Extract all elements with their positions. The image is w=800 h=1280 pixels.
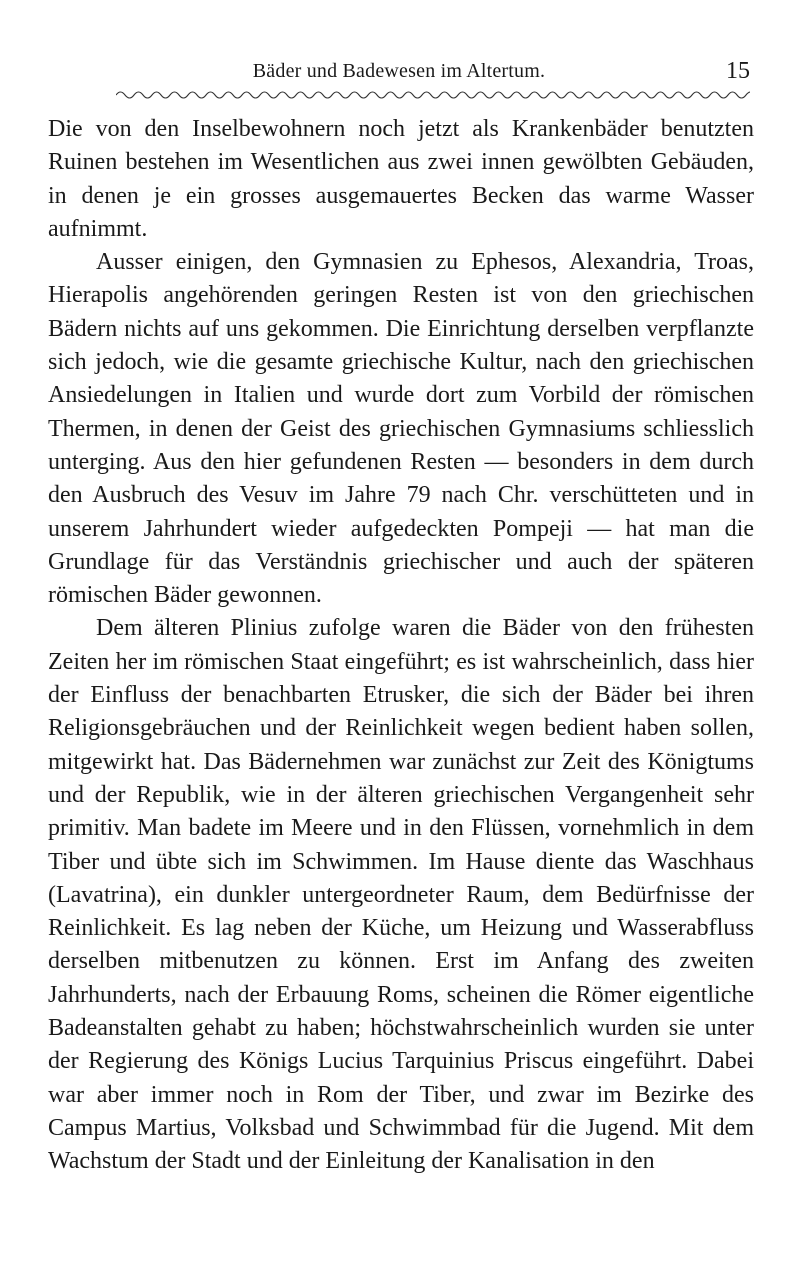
body-text: [48, 113, 754, 1179]
paragraph: Ausser einigen, den Gymnasien zu Ephesos, Alexandria, Troas, Hierapolis angehörenden geringen Resten ist von den griechischen Bädern nichts auf uns gekommen. Die Einrichtung derselben verpflanzte sich jedoch, wie die gesamte griechische Kultur, nach den griechischen Ansiedelungen in Italien und wurde dort zum Vorbild der römischen Thermen, in denen der Geist des griechischen Gymnasiums schliesslich unterging. Aus den hier gefundenen Resten — besonders in dem durch den Ausbruch des Vesuv im Jahre 79 nach Chr. verschütteten und in unserem Jahrhundert wieder aufgedeckten Pompeji — hat man die Grundlage für das Verständnis griechischer und auch der späteren römischen Bäder gewonnen.: [48, 249, 754, 609]
running-title: Bäder und Badewesen im Altertum.: [252, 60, 546, 82]
page-number: 15: [726, 58, 750, 84]
paragraph: Dem älteren Plinius zufolge waren die Bäder von den frühesten Zeiten her im römischen Staat eingeführt; es ist wahrscheinlich, dass hier der Einfluss der benachbarten Etrusker, die sich der Bäder bei ihren Religionsgebräuchen und der Reinlichkeit wegen bedient haben sollen, mitgewirkt hat. Das Bädernehmen war zunächst zur Zeit des Königtums und der Republik, wie in der älteren griechischen Vergangenheit sehr primitiv. Man badete im Meere und in den Flüssen, vornehmlich in dem Tiber und übte sich im Schwimmen. Im Hause diente das Waschhaus (Lavatrina), ein dunkler untergeordneter Raum, dem Bedürfnisse der Reinlichkeit. Es lag neben der Küche, um Heizung und Wasserabfluss derselben mitbenutzen zu können. Erst im Anfang des zweiten Jahrhunderts, nach der Erbauung Roms, scheinen die Römer eigentliche Badeanstalten gehabt zu haben; höchstwahrscheinlich wurden sie unter der Regierung des Königs Lucius Tarquinius Priscus eingeführt. Dabei war aber immer noch in Rom der Tiber, und zwar im Bezirke des Campus Martius, Volksbad und Schwimmbad für die Jugend. Mit dem Wachstum der Stadt und der Einleitung der Kanalisation in den: [48, 615, 754, 1175]
page-header: [48, 60, 750, 90]
paragraph: Die von den Inselbewohnern noch jetzt als Krankenbäder benutzten Ruinen bestehen im Wesentlichen aus zwei innen gewölbten Gebäuden, in denen je ein grosses ausgemauertes Becken das warme Wasser aufnimmt.: [48, 116, 754, 242]
decorative-wavy-rule: [116, 88, 750, 102]
